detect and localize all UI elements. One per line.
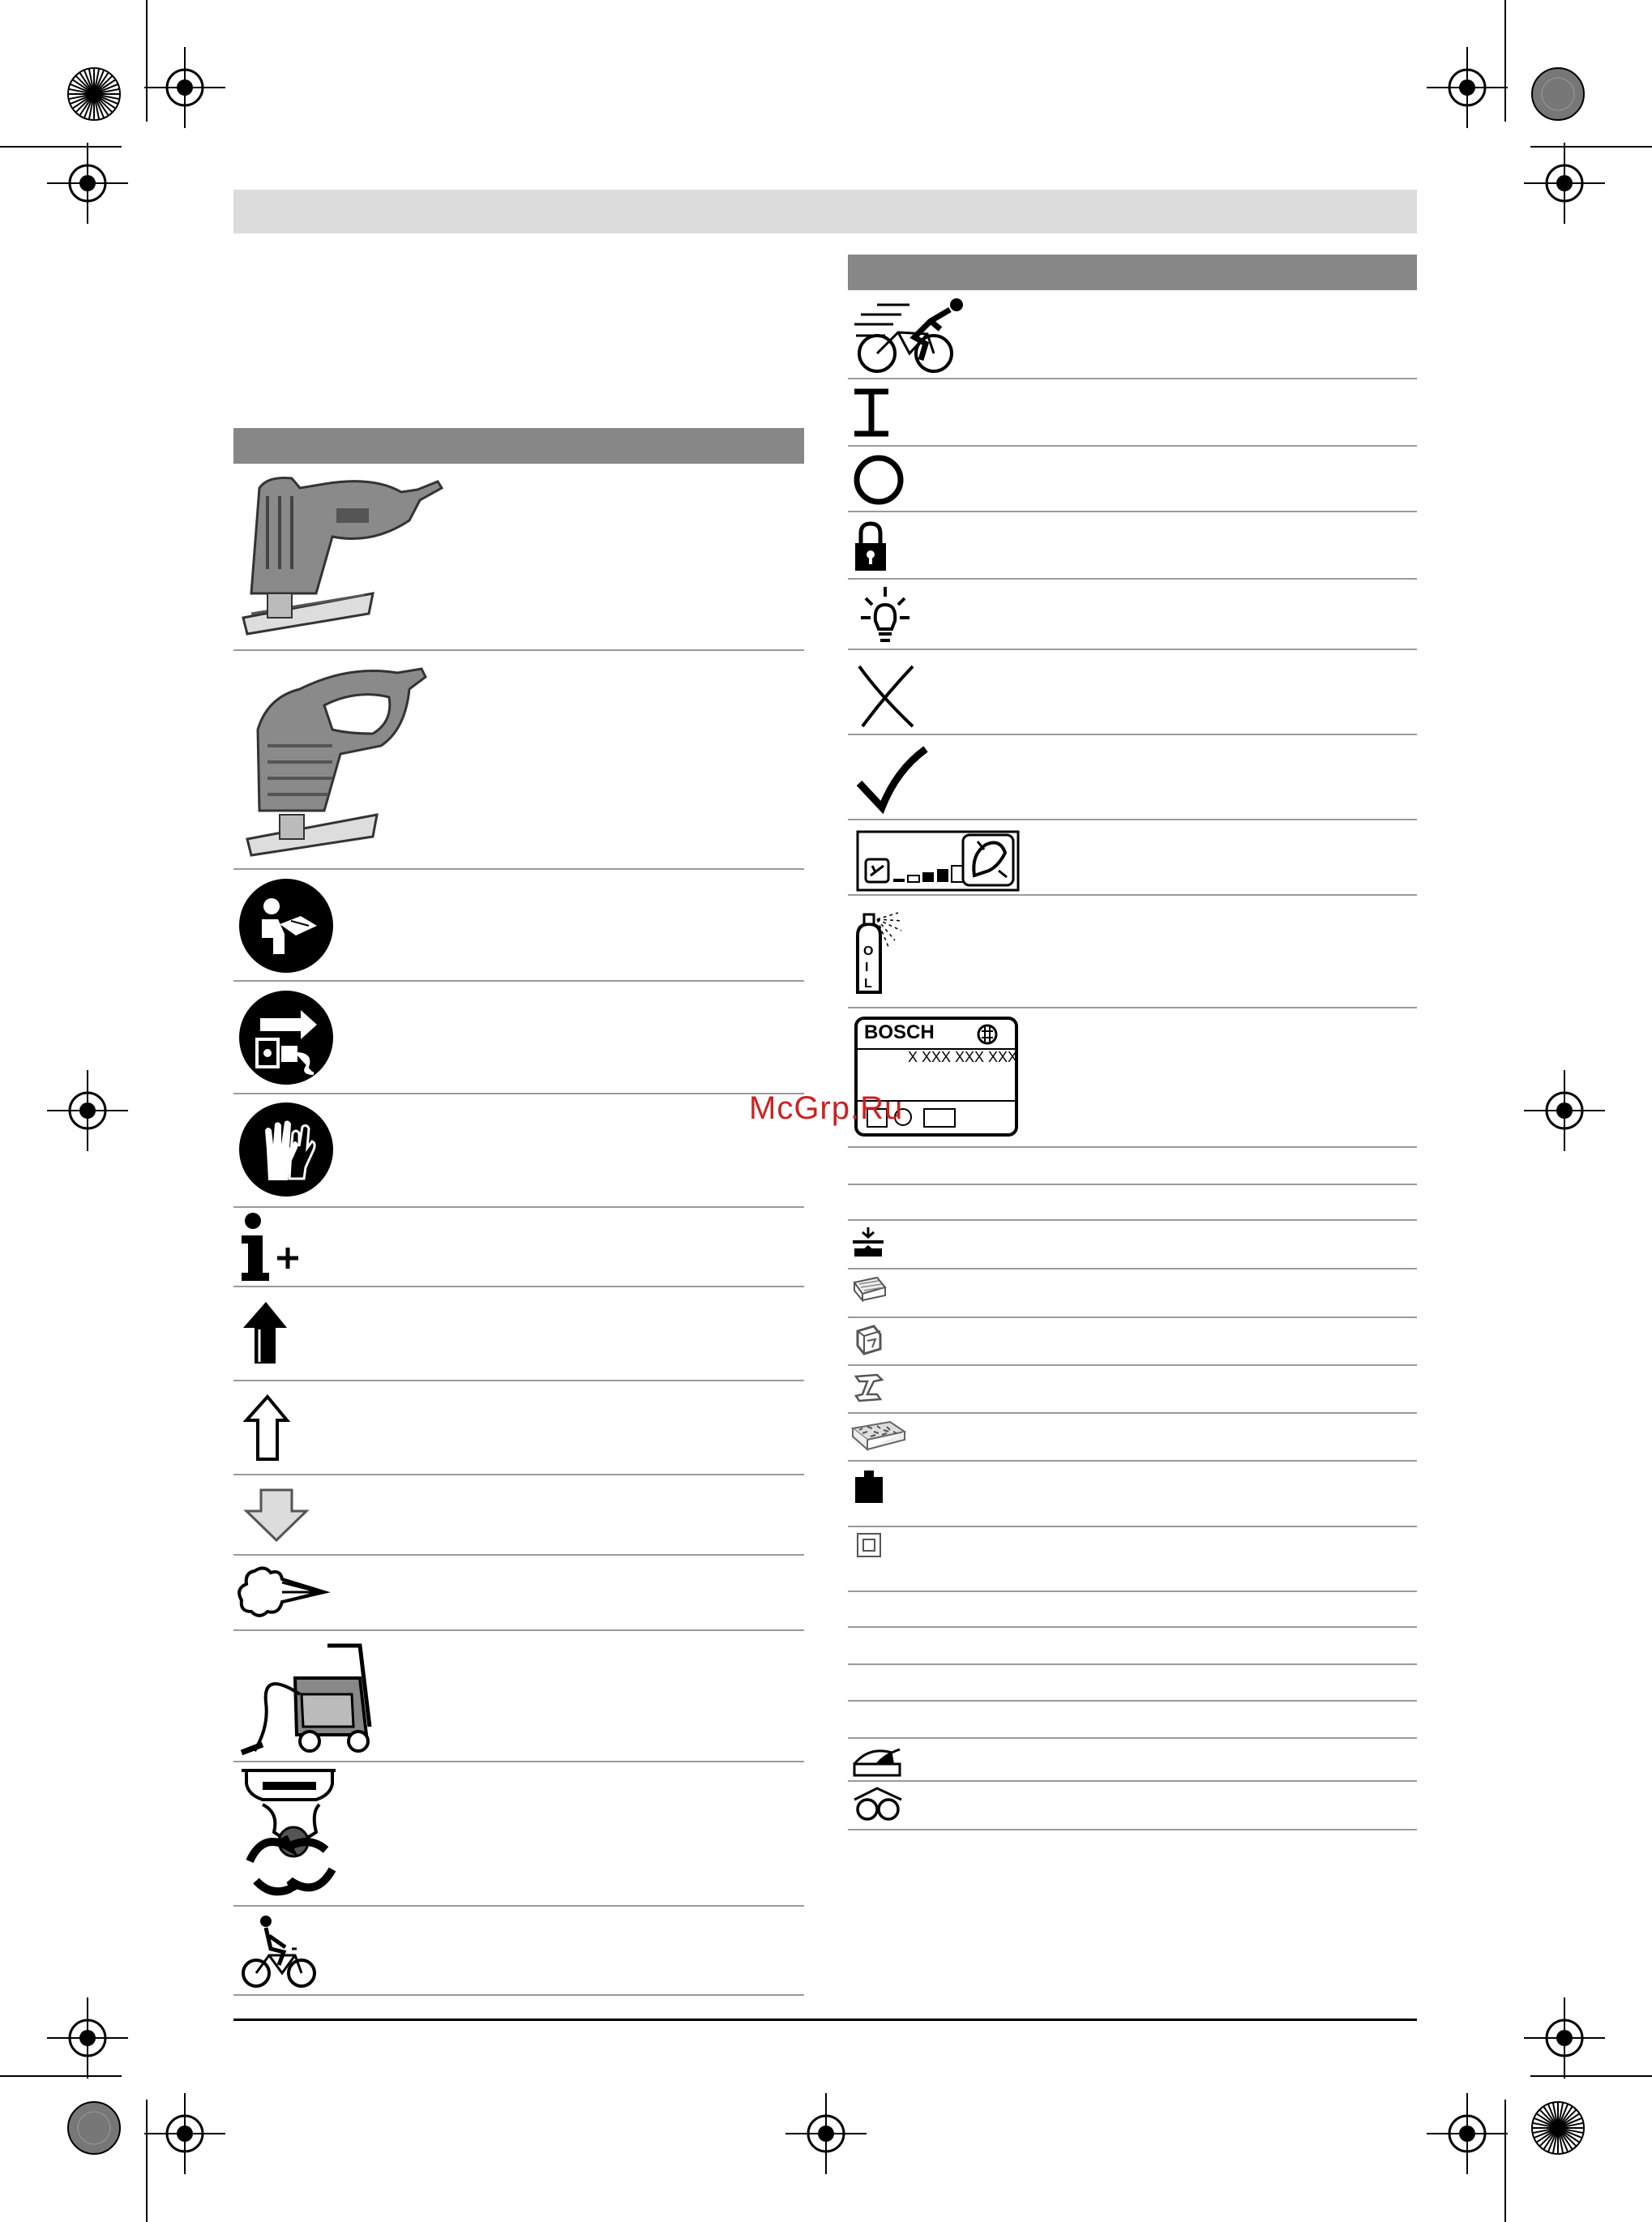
row-divider	[848, 1184, 1417, 1185]
row-divider	[233, 1994, 804, 1996]
row-divider	[848, 1317, 1417, 1318]
row-divider	[848, 511, 1417, 512]
row-divider	[233, 1093, 804, 1094]
plastic-icon	[853, 1323, 885, 1355]
cyclist-slow-icon	[242, 1915, 318, 1991]
row-divider	[848, 1626, 1417, 1628]
nameplate-serial: X XXX XXX XXX	[908, 1049, 1018, 1065]
wear-gloves-icon	[238, 1101, 335, 1198]
jigsaw-compact-icon	[235, 657, 446, 863]
weight-icon	[853, 1469, 885, 1505]
row-divider	[848, 1219, 1417, 1221]
row-divider	[848, 1663, 1417, 1665]
row-divider	[848, 1007, 1417, 1008]
wood-icon	[853, 1274, 887, 1304]
row-divider	[848, 1780, 1417, 1782]
row-divider	[233, 868, 804, 870]
row-divider	[848, 1526, 1417, 1527]
row-divider	[848, 445, 1417, 447]
jigsaw-pendulum-icon	[235, 472, 446, 642]
row-divider	[848, 1700, 1417, 1702]
speed-level-icon	[856, 830, 1020, 892]
row-divider	[233, 1206, 804, 1208]
row-divider	[233, 1554, 804, 1556]
switch-on-icon	[853, 389, 890, 436]
light-icon	[853, 585, 918, 647]
left-table-header	[233, 428, 804, 464]
base-plate-icon	[853, 1743, 903, 1779]
row-divider	[848, 1412, 1417, 1414]
header-bar	[233, 190, 1417, 233]
unplug-icon	[238, 989, 335, 1086]
row-divider	[848, 1460, 1417, 1462]
switch-off-icon	[853, 454, 905, 506]
chipboard-icon	[851, 1419, 906, 1454]
row-divider	[233, 1905, 804, 1907]
svg-text:L: L	[864, 977, 872, 991]
row-divider	[233, 1380, 804, 1381]
row-divider	[848, 734, 1417, 735]
row-divider	[848, 1268, 1417, 1269]
row-divider	[848, 1364, 1417, 1366]
arrow-up-filled-icon	[242, 1300, 290, 1365]
row-divider	[848, 578, 1417, 580]
metal-icon	[853, 1372, 885, 1404]
watermark: McGrp.Ru	[749, 1090, 904, 1126]
row-divider	[848, 894, 1417, 896]
row-divider	[233, 649, 804, 651]
row-divider	[848, 378, 1417, 379]
svg-text:I: I	[865, 961, 869, 974]
arrow-down-icon	[245, 1488, 310, 1542]
wrong-icon	[856, 663, 918, 728]
air-blow-icon	[238, 1565, 327, 1623]
footer-rule	[233, 2019, 1417, 2021]
blade-change-icon	[238, 1767, 344, 1901]
row-divider	[233, 1629, 804, 1631]
cut-depth-icon	[851, 1226, 885, 1258]
info-plus-icon	[240, 1213, 305, 1282]
lock-icon	[853, 520, 888, 572]
correct-icon	[856, 746, 929, 812]
row-divider	[848, 819, 1417, 820]
right-table-header	[848, 255, 1417, 290]
protection-class-icon	[856, 1532, 882, 1558]
row-divider	[848, 1829, 1417, 1830]
row-divider	[848, 1737, 1417, 1739]
row-divider	[233, 980, 804, 982]
row-divider	[848, 1591, 1417, 1592]
cyclist-fast-icon	[853, 297, 966, 375]
vacuum-cleaner-icon	[238, 1638, 376, 1759]
nameplate-brand: BOSCH	[864, 1021, 935, 1043]
row-divider	[233, 1474, 804, 1475]
row-divider	[848, 649, 1417, 650]
roller-guide-icon	[853, 1787, 903, 1822]
row-divider	[848, 1146, 1417, 1148]
svg-text:O: O	[863, 944, 874, 958]
arrow-up-outline-icon	[242, 1394, 290, 1462]
oil-spray-icon	[853, 908, 934, 997]
read-manual-icon	[238, 877, 335, 974]
row-divider	[233, 1286, 804, 1287]
row-divider	[233, 1761, 804, 1762]
